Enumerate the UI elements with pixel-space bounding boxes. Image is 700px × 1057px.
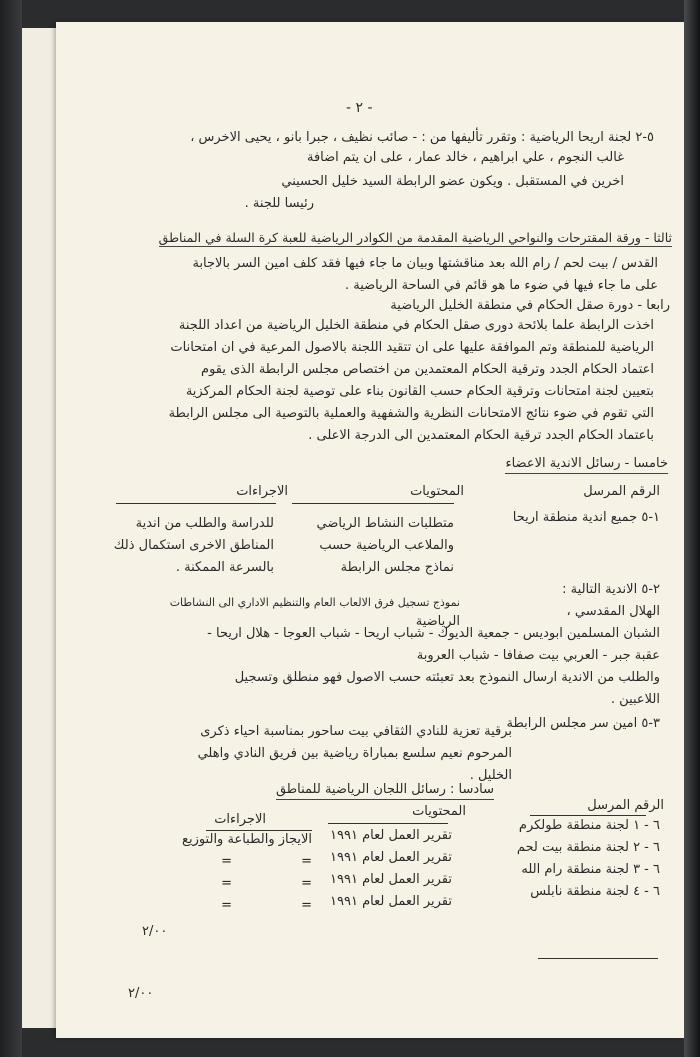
section6-col-contents: المحتويات — [412, 804, 466, 819]
page-ref-bottom: ٢/٠٠ — [128, 986, 154, 1001]
section5b-col-actions: الاجراءات — [236, 484, 288, 499]
section6-row3-ditto-2: = — [221, 876, 232, 891]
row2-club-2: الشبان المسلمين ابوديس - جمعية الديوك - شباب اريحا - شباب العوجا - هلال اريحا - — [207, 626, 660, 641]
row2-contents-top-1: نموذج تسجيل فرق الالعاب العام والتنظيم الاداري الى النشاطات — [169, 596, 460, 609]
section6-ref-underline — [530, 815, 646, 816]
section6-row2-ref: ٦ - ٢ لجنة منطقة بيت لحم — [516, 840, 660, 855]
section5-line-1: ٥-٢ لجنة اريحا الرياضية : وتقرر تأليفها من : - صائب نظيف ، جبرا بانو ، يحيى الاخرس ، — [190, 130, 654, 145]
section3-line-1: القدس / بيت لحم / رام الله بعد مناقشتها وبيان ما جاء فيها فقد كلف امين السر بالاجابة — [192, 256, 658, 271]
binder-edge-right — [684, 0, 700, 1057]
row1-actions-1: للدراسة والطلب من اندية — [135, 516, 274, 531]
row2-ref: ٢-٥ الاندية التالية : — [562, 582, 660, 597]
section4-line-6: باعتماد الحكام الجدد ترقية الحكام المعتمدين الى الدرجة الاعلى . — [308, 428, 654, 443]
section5-line-4: رئيسا للجنة . — [244, 196, 314, 211]
row3-contents-2: المرحوم نعيم سلسع بمباراة رياضية بين فريق النادي واهلي — [197, 746, 512, 761]
row1-actions-3: بالسرعة الممكنة . — [175, 560, 274, 575]
row2-club-3: عقبة جبر - العربي بيت صفافا - شباب العروبة — [416, 648, 660, 663]
section6-col-ref: الرقم المرسل — [587, 798, 664, 813]
section6-row3-ref: ٦ - ٣ لجنة منطقة رام الله — [521, 862, 660, 877]
section6-row4-contents: تقرير العمل لعام ١٩٩١ — [330, 894, 452, 909]
section6-row4-ref: ٦ - ٤ لجنة منطقة نابلس — [530, 884, 660, 899]
row1-actions-2: المناطق الاخرى استكمال ذلك — [113, 538, 274, 553]
section6-row1-contents: تقرير العمل لعام ١٩٩١ — [330, 828, 452, 843]
section6-row1-actions: الايجاز والطباعة والتوزيع — [182, 832, 312, 847]
section4-line-4: بتعيين لجنة امتحانات وترقية الحكام حسب القانون بناء على توصية لجنة الحكام المركزية — [185, 384, 654, 399]
section6-heading: سادسا : رسائل اللجان الرياضية للمناطق — [276, 782, 494, 800]
section5b-contents-underline — [292, 503, 454, 504]
section5b-col-contents: المحتويات — [410, 484, 464, 499]
section6-row1-ref: ٦ - ١ لجنة منطقة طولكرم — [518, 818, 660, 833]
section5-line-3: اخرين في المستقبل . ويكون عضو الرابطة السيد خليل الحسيني — [281, 174, 624, 189]
section6-row4-ditto-2: = — [221, 898, 232, 913]
section5b-heading: خامسا - رسائل الاندية الاعضاء — [505, 456, 668, 474]
section6-row3-ditto-1: = — [301, 876, 312, 891]
row2-contents-top-2: الرياضية — [415, 614, 460, 629]
page-ref: ٢/٠٠ — [142, 924, 168, 939]
page-number: - ٢ - — [346, 100, 373, 116]
binder-edge-left — [0, 0, 22, 1057]
row3-contents-3: الخليل . — [469, 768, 512, 783]
row3-contents-1: برقية تعزية للنادي الثقافي بيت ساحور بمناسبة احياء ذكرى — [200, 724, 512, 739]
row2-club-5: اللاعبين . — [610, 692, 660, 707]
section4-heading: رابعا - دورة صقل الحكام في منطقة الخليل الرياضية — [390, 298, 670, 313]
section6-contents-underline — [328, 823, 448, 824]
footer-rule — [538, 958, 658, 959]
section3-line-2: على ما جاء فيها في ضوء ما هو قائم في الساحة الرياضية . — [344, 278, 658, 293]
section5b-actions-underline — [116, 503, 276, 504]
row1-contents-3: نماذج مجلس الرابطة — [340, 560, 454, 575]
section6-row4-ditto-1: = — [301, 898, 312, 913]
row1-contents-2: والملاعب الرياضية حسب — [319, 538, 454, 553]
section4-line-2: الرياضية للمنطقة وتم الموافقة عليها على ان تتقيد اللجنة بالاصول المرعية في ان امتحانات — [170, 340, 654, 355]
section6-row2-contents: تقرير العمل لعام ١٩٩١ — [330, 850, 452, 865]
section6-row2-ditto-2: = — [221, 854, 232, 869]
row2-club-1: الهلال المقدسي ، — [566, 604, 660, 619]
row1-ref: ١-٥ جميع اندية منطقة اريحا — [512, 510, 660, 525]
section6-actions-underline — [206, 830, 312, 831]
row1-contents-1: متطلبات النشاط الرياضي — [316, 516, 454, 531]
section6-row2-ditto-1: = — [301, 854, 312, 869]
section3-heading: ثالثا - ورقة المقترحات والنواحي الرياضية المقدمة من الكوادر الرياضية للعبة كرة السلة في المناطق — [158, 230, 672, 245]
document-page — [56, 22, 684, 1038]
section6-row3-contents: تقرير العمل لعام ١٩٩١ — [330, 872, 452, 887]
section5b-col-ref: الرقم المرسل — [583, 484, 660, 499]
section4-line-1: اخذت الرابطة علما بلائحة دورى صقل الحكام في منطقة الخليل الرياضية من اعداد اللجنة — [178, 318, 654, 333]
section4-line-5: التي تقوم في ضوء نتائج الامتحانات النظرية والشفهية والعملية بالتوصية الى مجلس الرابطة — [168, 406, 654, 421]
row2-club-4: والطلب من الاندية ارسال النموذج بعد تعبئته حسب الاصول فهو منطلق وتسجيل — [234, 670, 660, 685]
section4-line-3: اعتماد الحكام الجدد وترقية الحكام المعتمدين من اختصاص مجلس الرابطة الذى يقوم — [201, 362, 654, 377]
row3-ref: ٣-٥ امين سر مجلس الرابطة — [506, 716, 660, 731]
section6-col-actions: الاجراءات — [214, 812, 266, 827]
section5-line-2: غالب النجوم ، علي ابراهيم ، خالد عمار ، على ان يتم اضافة — [307, 150, 624, 165]
